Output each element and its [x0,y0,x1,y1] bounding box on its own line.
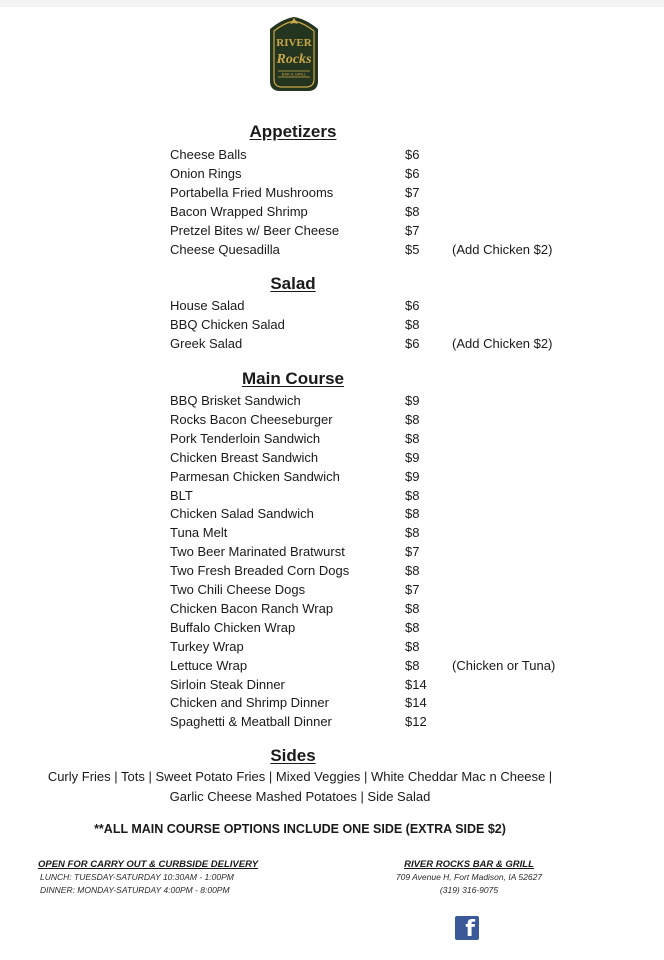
item-price: $8 [405,487,420,503]
menu-item-row [0,542,664,561]
item-name: BBQ Brisket Sandwich [170,393,301,408]
item-price: $8 [405,657,420,673]
item-note: (Chicken or Tuna) [452,657,556,673]
item-note: (Add Chicken $2) [452,241,553,257]
restaurant-name: RIVER ROCKS BAR & GRILL [404,859,534,870]
menu-item-row [0,410,664,429]
item-note: (Add Chicken $2) [452,335,553,351]
dinner-hours: DINNER: MONDAY-SATURDAY 4:00PM - 8:00PM [40,885,230,895]
item-price: $7 [405,222,420,238]
item-price: $5 [405,241,420,257]
item-price: $12 [405,714,427,730]
item-price: $6 [405,335,420,351]
item-price: $8 [405,411,420,427]
item-name: Chicken Salad Sandwich [170,506,314,522]
menu-item-row [0,599,664,618]
item-name: Two Chili Cheese Dogs [170,582,306,597]
salad-heading: Salad [270,274,316,293]
menu-item-row [0,145,664,164]
item-price: $9 [405,468,420,484]
sides-line-2: Garlic Cheese Mashed Potatoes | Side Salad [169,789,431,804]
top-band [0,0,664,7]
item-name: Cheese Balls [170,147,247,162]
item-name: Chicken Breast Sandwich [170,449,319,465]
sides-line-1: Curly Fries | Tots | Sweet Potato Fries | Mixed Veggies | White Cheddar Mac n Cheese | [47,769,553,784]
item-name: Greek Salad [170,335,243,351]
item-name: Sirloin Steak Dinner [170,676,285,692]
item-name: Pretzel Bites w/ Beer Cheese [170,222,340,238]
item-price: $8 [405,600,420,616]
logo-tagline: BAR & GRILL [281,71,307,77]
item-name: Lettuce Wrap [170,657,248,673]
item-name: Two Beer Marinated Bratwurst [170,544,345,560]
item-price: $6 [405,298,420,313]
item-price: $8 [405,203,420,219]
item-price: $6 [405,165,420,181]
hours-block [38,858,298,897]
hours-title: OPEN FOR CARRY OUT & CURBSIDE DELIVERY [38,859,259,870]
item-name: Chicken Bacon Ranch Wrap [170,600,334,616]
item-name: Parmesan Chicken Sandwich [170,468,340,484]
menu-item-row [0,429,664,448]
menu-item-row [0,712,664,731]
menu-item-row [0,561,664,580]
main-course-heading: Main Course [241,369,345,388]
logo-line1: RIVER [276,37,312,49]
menu-item-row [0,486,664,505]
appetizers-heading: Appetizers [249,122,337,141]
menu-item-row [0,183,664,202]
item-name: Spaghetti & Meatball Dinner [170,714,332,730]
item-name: Pork Tenderloin Sandwich [170,430,321,446]
item-name: Rocks Bacon Cheeseburger [170,411,333,427]
menu-item-row [0,240,664,259]
item-price: $14 [405,676,427,692]
facebook-glyph: f [465,917,475,942]
sides-heading: Sides [270,746,316,765]
item-name: Portabella Fried Mushrooms [170,184,334,200]
item-price: $7 [405,184,420,200]
facebook-icon[interactable] [455,916,479,940]
side-notice: **ALL MAIN COURSE OPTIONS INCLUDE ONE SIDE (EXTRA SIDE $2) [94,822,506,836]
menu-item-row [0,523,664,542]
item-name: Buffalo Chicken Wrap [170,619,296,635]
item-price: $8 [405,506,420,522]
item-name: BBQ Chicken Salad [170,316,285,332]
item-price: $8 [405,430,420,446]
item-name: Chicken and Shrimp Dinner [170,695,329,711]
menu-item-row [0,221,664,240]
item-name: Tuna Melt [170,525,228,541]
menu-item-row [0,504,664,523]
menu-item-row [0,693,664,712]
item-price: $9 [405,393,420,408]
item-price: $6 [405,147,420,162]
lunch-hours: LUNCH: TUESDAY-SATURDAY 10:30AM - 1:00PM [40,872,234,882]
menu-item-row [0,467,664,486]
item-name: Two Fresh Breaded Corn Dogs [170,563,350,579]
item-name: BLT [170,487,193,503]
menu-item-row [0,202,664,221]
menu-item-row [0,580,664,599]
item-price: $7 [405,582,420,597]
item-price: $8 [405,638,420,654]
address: 709 Avenue H, Fort Madison, IA 52627 [395,872,543,882]
menu-item-row [0,618,664,637]
item-price: $8 [405,316,420,332]
menu-item-row [0,448,664,467]
menu-item-row [0,315,664,334]
item-price: $8 [405,563,420,579]
item-name: House Salad [170,298,245,313]
menu-item-row [0,675,664,694]
phone-number[interactable]: (319) 316-9075 [439,885,499,895]
item-name: Cheese Quesadilla [170,241,280,257]
menu-item-row [0,334,664,353]
contact-block [360,858,578,897]
menu-item-row [0,391,664,410]
item-price: $7 [405,544,420,560]
item-price: $8 [405,525,420,541]
item-price: $14 [405,695,427,711]
menu-item-row [0,296,664,315]
item-name: Turkey Wrap [170,638,244,654]
item-price: $9 [405,449,420,465]
item-name: Bacon Wrapped Shrimp [170,203,308,219]
menu-item-row [0,656,664,675]
river-rocks-logo [264,15,324,95]
menu-item-row [0,164,664,183]
menu-item-row [0,637,664,656]
item-price: $8 [405,619,420,635]
item-name: Onion Rings [170,165,242,181]
logo-line2: Rocks [276,52,312,67]
